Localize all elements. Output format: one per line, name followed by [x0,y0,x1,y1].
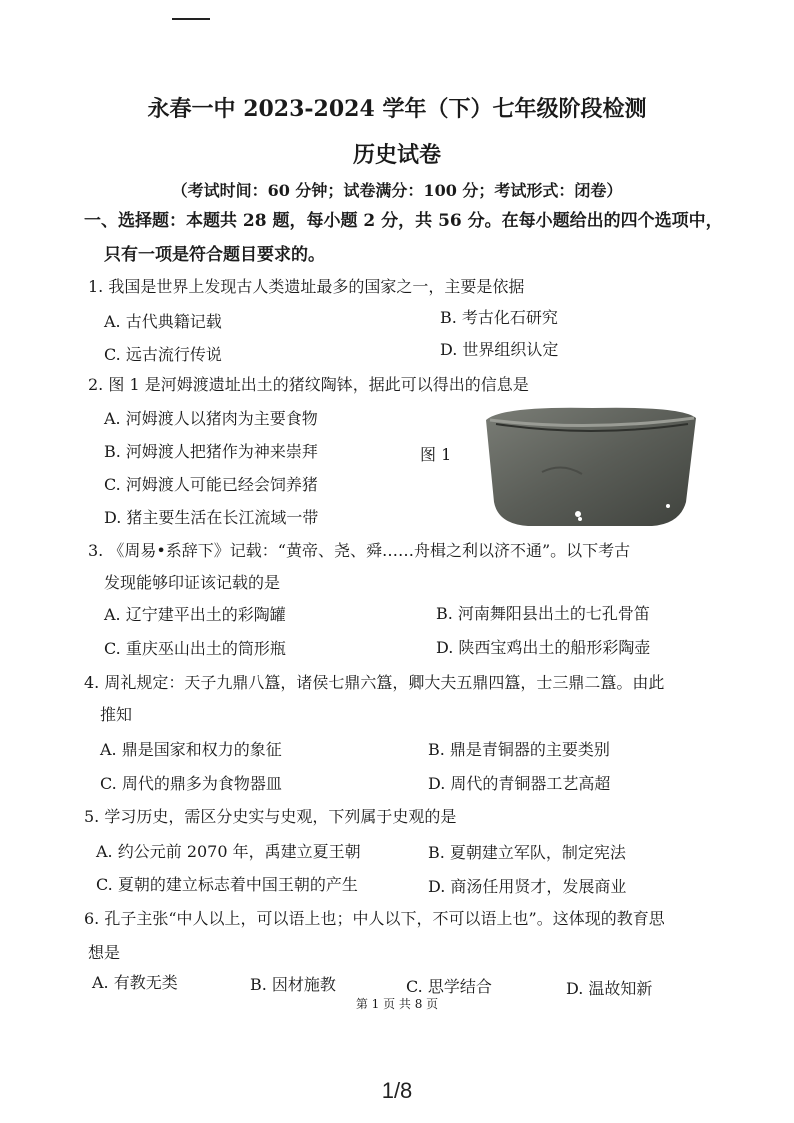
question-6-option-b: B. 因材施教 [250,975,336,994]
question-2-option-c: C. 河姆渡人可能已经会饲养猪 [104,475,318,494]
question-1-option-d: D. 世界组织认定 [440,340,559,359]
question-1-option-c: C. 远古流行传说 [104,345,222,364]
question-3-option-d: D. 陕西宝鸡出土的船形彩陶壶 [436,638,651,657]
page-indicator: 1/8 [381,1078,413,1103]
question-3-option-c: C. 重庆巫山出土的筒形瓶 [104,639,286,658]
question-6-option-a: A. 有教无类 [92,973,178,992]
question-2-option-d: D. 猪主要生活在长江流域一带 [104,508,319,527]
question-3-option-a: A. 辽宁建平出土的彩陶罐 [104,605,286,624]
question-2-option-b: B. 河姆渡人把猪作为神来崇拜 [104,442,318,461]
question-5-option-b: B. 夏朝建立军队，制定宪法 [428,843,626,862]
question-4-stem-line1: 4. 周礼规定：天子九鼎八簋，诸侯七鼎六簋，卿大夫五鼎四簋，士三鼎二簋。由此 [84,673,665,692]
figure-1-label: 图 1 [420,445,452,464]
section-heading-line2: 只有一项是符合题目要求的。 [104,245,325,265]
scan-mark [172,18,210,20]
question-2-stem: 2. 图 1 是河姆渡遗址出土的猪纹陶钵，据此可以得出的信息是 [88,375,529,394]
question-4-option-c: C. 周代的鼎多为食物器皿 [100,774,282,793]
question-2-option-a: A. 河姆渡人以猪肉为主要食物 [104,409,318,428]
exam-subtitle: 历史试卷 [352,142,441,168]
question-5-option-d: D. 商汤任用贤才，发展商业 [428,877,627,896]
exam-title: 永春一中 2023-2024 学年（下）七年级阶段检测 [147,96,647,122]
question-6-stem-line1: 6. 孔子主张“中人以上，可以语上也；中人以下，不可以语上也”。这体现的教育思 [84,909,665,928]
question-4-option-a: A. 鼎是国家和权力的象征 [100,740,282,759]
question-1-option-b: B. 考古化石研究 [440,308,558,327]
question-5-option-a: A. 约公元前 2070 年，禹建立夏王朝 [96,842,361,861]
question-5-stem: 5. 学习历史，需区分史实与史观，下列属于史观的是 [84,807,457,826]
section-heading-line1: 一、选择题：本题共 28 题，每小题 2 分，共 56 分。在每小题给出的四个选项中， [84,211,723,231]
question-4-option-d: D. 周代的青铜器工艺高超 [428,774,611,793]
pottery-bowl-photo [482,402,700,530]
question-6-option-c: C. 思学结合 [406,977,492,996]
question-3-stem-line2: 发现能够印证该记载的是 [104,573,281,592]
question-6-stem-line2: 想是 [88,943,121,962]
page-footer: 第 1 页 共 8 页 [355,997,439,1011]
question-4-option-b: B. 鼎是青铜器的主要类别 [428,740,610,759]
question-3-option-b: B. 河南舞阳县出土的七孔骨笛 [436,604,650,623]
question-4-stem-line2: 推知 [100,705,133,724]
question-3-stem-line1: 3. 《周易•系辞下》记载：“黄帝、尧、舜……舟楫之利以济不通”。以下考古 [88,541,631,560]
question-5-option-c: C. 夏朝的建立标志着中国王朝的产生 [96,875,358,894]
question-1-option-a: A. 古代典籍记载 [104,312,222,331]
question-1-stem: 1. 我国是世界上发现古人类遗址最多的国家之一，主要是依据 [88,277,525,296]
exam-info: （考试时间：60 分钟；试卷满分：100 分；考试形式：闭卷） [171,181,623,200]
question-6-option-d: D. 温故知新 [566,979,653,998]
